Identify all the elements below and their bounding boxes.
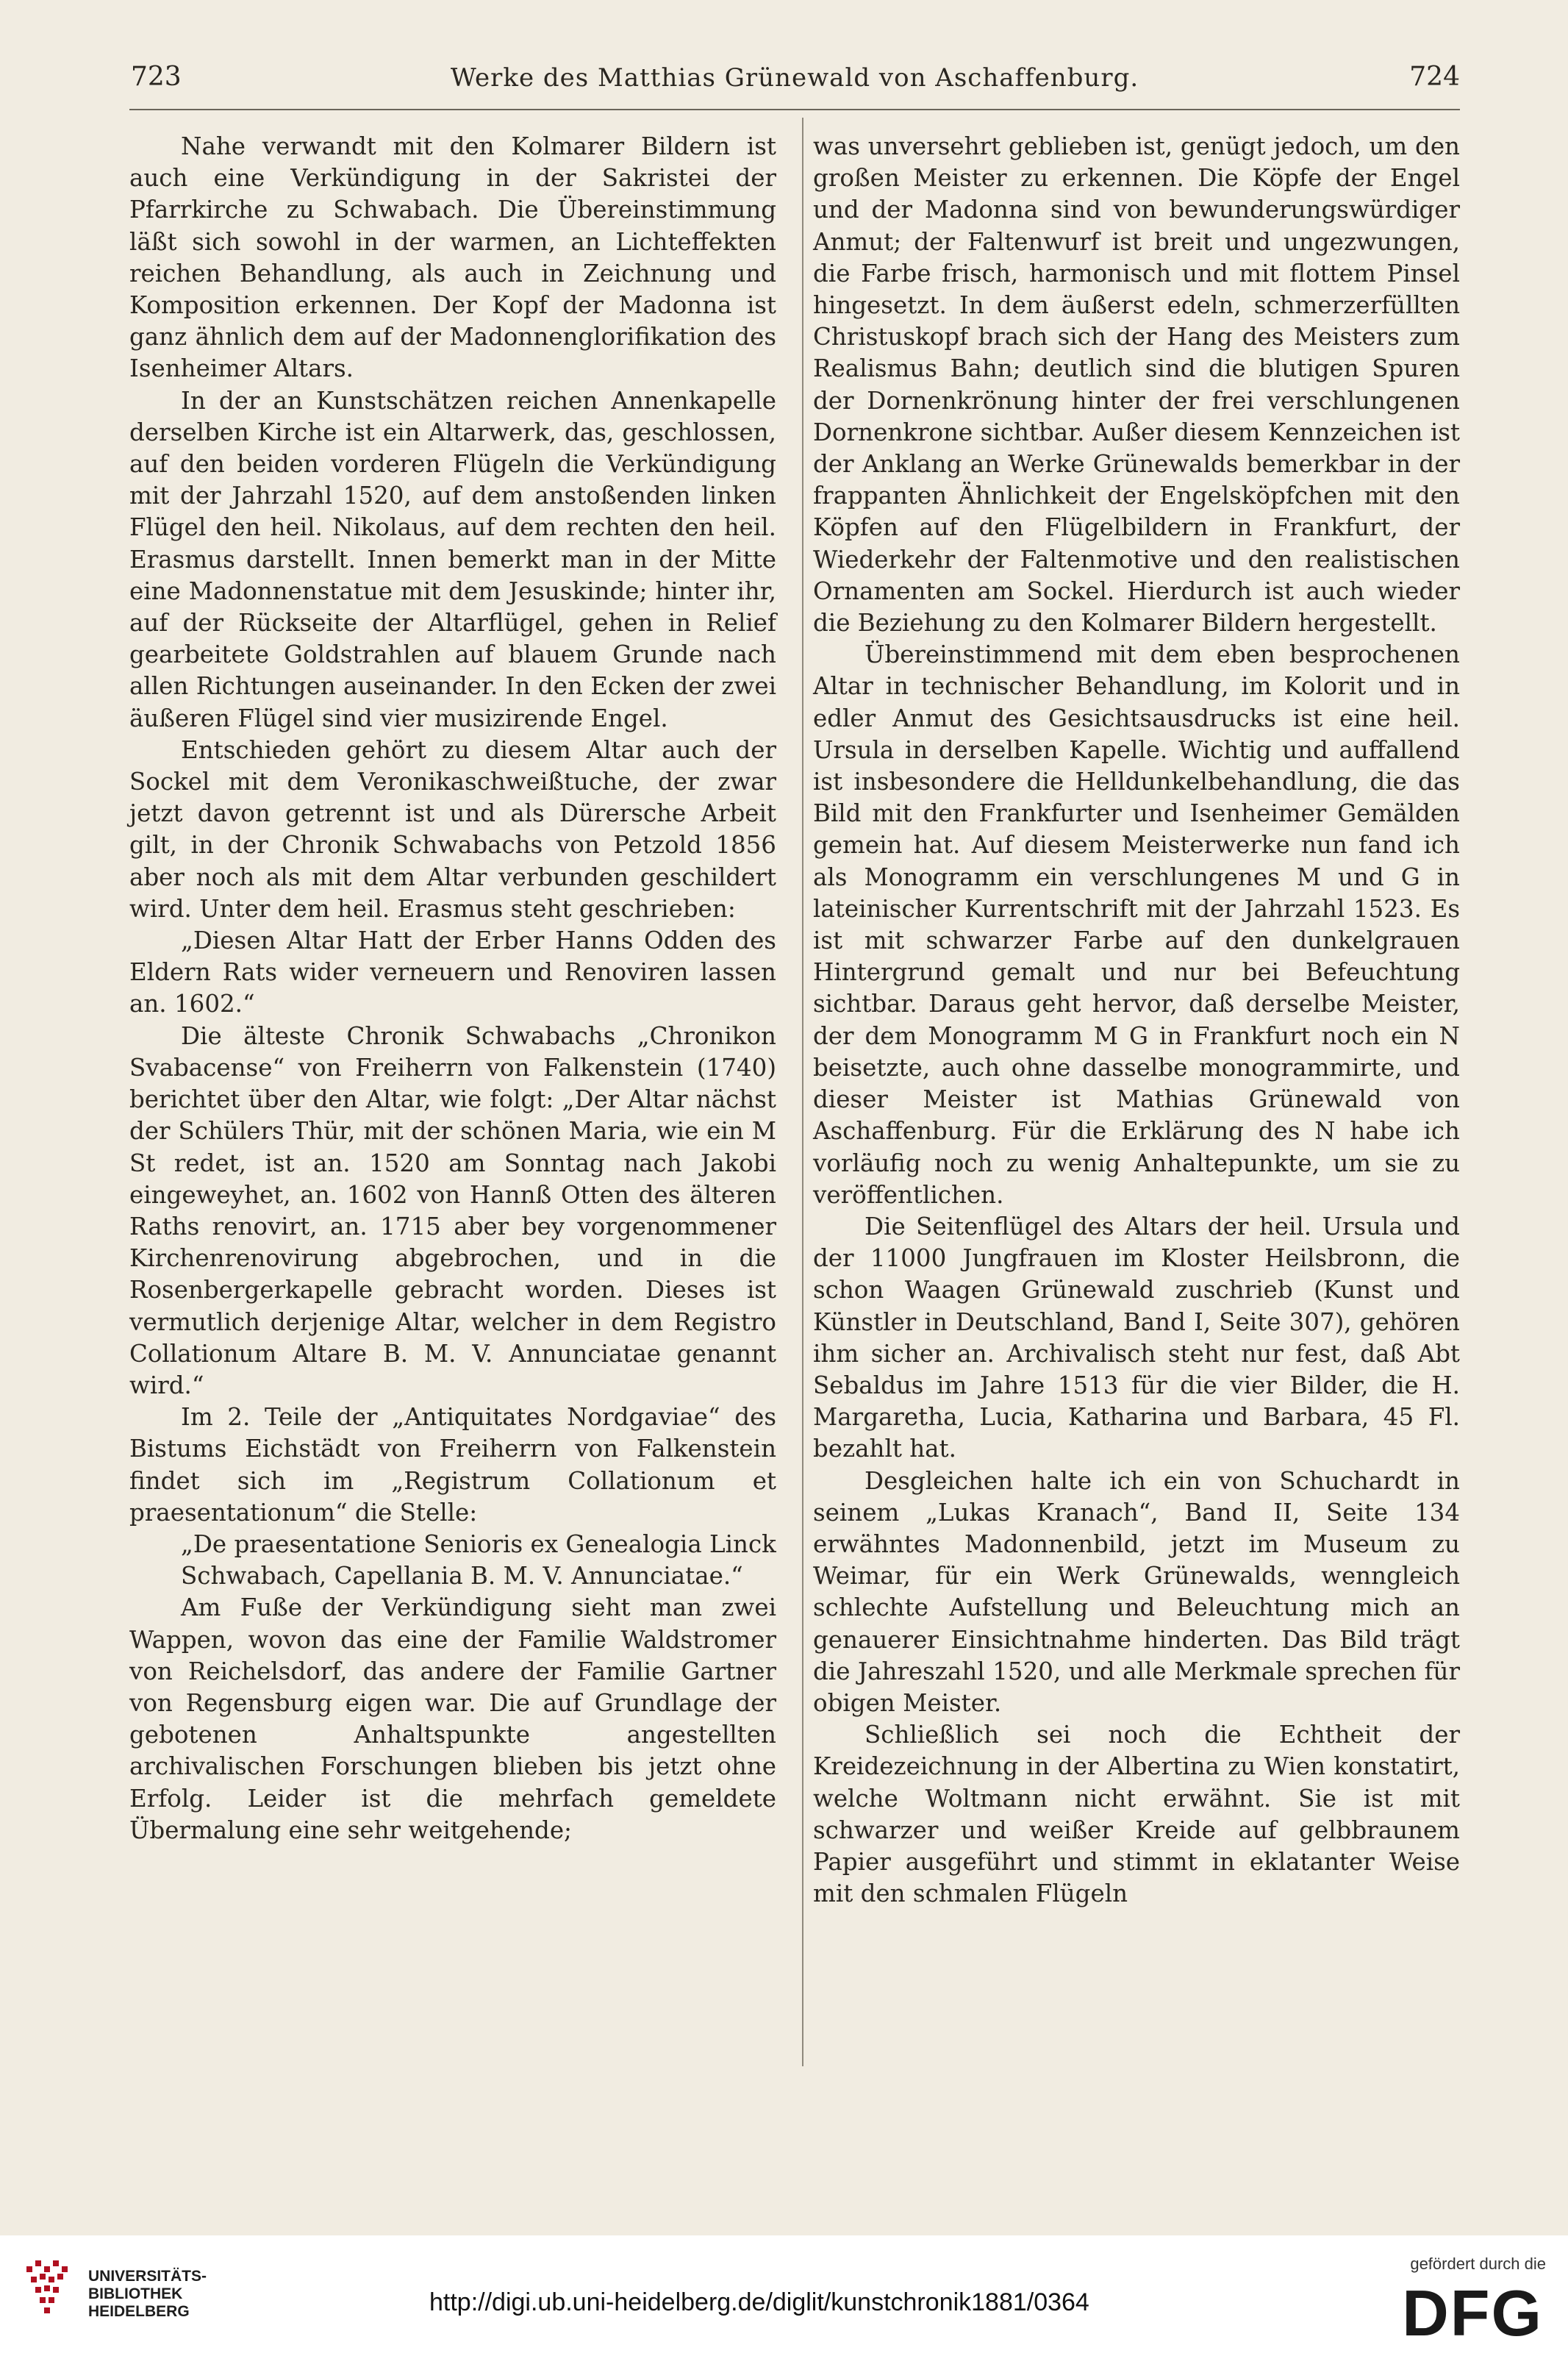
university-line-3: HEIDELBERG [88, 2303, 190, 2320]
paragraph: Im 2. Teile der „Antiquitates Nordgaviae“ des Bistums Eichstädt von Freiherrn von Falkenstein findet sich im „Registrum Collationum et praesentationum“ die Stelle: [129, 1403, 776, 1527]
paragraph: was unversehrt geblieben ist, genügt jedoch, um den großen Meister zu erkennen. Die Köpfe der Engel und der Madonna sind von bewunderungswürdiger Anmut; der Faltenwurf ist breit und ungezwungen, die Farbe frisch, harmonisch und mit flottem Pinsel hingesetzt. In dem äußerst edeln, schmerzerfüllten Christuskopf brach sich der Hang des Meisters zum Realismus Bahn; deutlich sind die blutigen Spuren der Dornenkrönung hinter der frei verschlungenen Dornenkrone sichtbar. Außer diesem Kennzeichen ist der Anklang an Werke Grünewalds bemerkbar in der frappanten Ähnlichkeit der Engelsköpfchen mit den Köpfen auf den Flügelbildern in Frankfurt, der Wiederkehr der Faltenmotive und den realistischen Ornamenten am Sockel. Hierdurch ist auch wieder die Beziehung zu den Kolmarer Bildern hergestellt. [813, 132, 1460, 638]
page-number-right: 724 [1409, 62, 1460, 92]
paragraph: Desgleichen halte ich ein von Schuchardt in seinem „Lukas Kranach“, Band II, Seite 134 erwähntes Madonnenbild, jetzt im Museum zu Weimar, für ein Werk Grünewalds, wenngleich schlechte Aufstellung und Beleuchtung mich an genauerer Einsichtnahme hinderten. Das Bild trägt die Jahreszahl 1520, und alle Merkmale sprechen für obigen Meister. [813, 1466, 1460, 1717]
paragraph: Nahe verwandt mit den Kolmarer Bildern ist auch eine Verkündigung in der Sakristei der Pfarrkirche zu Schwabach. Die Übereinstimmung läßt sich sowohl in der warmen, an Lichteffekten reichen Behandlung, als auch in Zeichnung und Komposition erkennen. Der Kopf der Madonna ist ganz ähnlich dem auf der Madonnenglorifikation des Isenheimer Altars. [129, 132, 776, 383]
university-seal-icon [16, 2253, 82, 2327]
running-header [129, 57, 1460, 110]
column-divider [802, 118, 803, 2066]
paragraph: Übereinstimmend mit dem eben besprochenen Altar in technischer Behandlung, im Kolorit und in edler Anmut des Gesichtsausdrucks ist eine heil. Ursula in derselben Kapelle. Wichtig und auffallend ist insbesondere die Helldunkelbehandlung, die das Bild mit den Frankfurter und Isenheimer Gemälden gemein hat. Auf diesem Meisterwerke nun fand ich als Monogramm ein verschlungenes M und G in lateinischer Kurrentschrift mit der Jahrzahl 1523. Es ist mit schwarzer Farbe auf den dunkelgrauen Hintergrund gemalt und nur bei Befeuchtung sichtbar. Daraus geht hervor, daß derselbe Meister, der dem Monogramm M G in Frankfurt noch ein N beisetzte, auch ohne dasselbe monogrammirte, und dieser Meister ist Mathias Grünewald von Aschaffenburg. Für die Erklärung des N habe ich vorläufig noch zu wenig Anhaltepunkte, um sie zu veröffentlichen. [813, 640, 1460, 1209]
dfg-logo: DFG [1402, 2277, 1543, 2349]
right-column [813, 131, 1460, 1910]
university-line-2: BIBLIOTHEK [88, 2285, 183, 2302]
paragraph: Schwabach, Capellania B. M. V. Annunciatae.“ [181, 1562, 743, 1591]
paragraph: Entschieden gehört zu diesem Altar auch der Sockel mit dem Veronikaschweißtuche, der zwar jetzt davon getrennt ist und als Dürersche Arbeit gilt, in der Chronik Schwabachs von Petzold 1856 aber noch als mit dem Altar verbunden geschildert wird. Unter dem heil. Erasmus steht geschrieben: [129, 735, 776, 923]
footer-bar [0, 2235, 1568, 2356]
university-line-1: UNIVERSITÄTS- [88, 2268, 207, 2285]
left-column [129, 131, 776, 1846]
paragraph: In der an Kunstschätzen reichen Annenkapelle derselben Kirche ist ein Altarwerk, das, geschlossen, auf den beiden vorderen Flügeln die Verkündigung mit der Jahrzahl 1520, auf dem anstoßenden linken Flügel den heil. Nikolaus, auf dem rechten den heil. Erasmus darstellt. Innen bemerkt man in der Mitte eine Madonnenstatue mit dem Jesuskinde; hinter ihr, auf der Rückseite der Altarflügel, gehen in Relief gearbeitete Goldstrahlen auf blauem Grunde nach allen Richtungen auseinander. In den Ecken der zwei äußeren Flügel sind vier musizirende Engel. [129, 386, 776, 732]
paragraph: „De praesentatione Senioris ex Genealogia Linck [181, 1529, 776, 1558]
university-name [88, 2268, 207, 2321]
permalink-url[interactable]: http://digi.ub.uni-heidelberg.de/diglit/kunstchronik1881/0364 [429, 2288, 1089, 2316]
paragraph: Schließlich sei noch die Echtheit der Kreidezeichnung in der Albertina zu Wien konstatirt, welche Woltmann nicht erwähnt. Sie ist mit schwarzer und weißer Kreide auf gelbbraunem Papier ausgeführt und stimmt in eklatanter Weise mit den schmalen Flügeln [813, 1721, 1460, 1908]
running-title: Werke des Matthias Grünewald von Aschaffenburg. [450, 63, 1139, 93]
funded-by-label: gefördert durch die [1410, 2255, 1546, 2273]
page-number-left: 723 [131, 62, 182, 92]
paragraph: „Diesen Altar Hatt der Erber Hanns Odden des Eldern Rats wider verneuern und Renoviren lassen an. 1602.“ [129, 927, 776, 1018]
paragraph: Die älteste Chronik Schwabachs „Chronikon Svabacense“ von Freiherrn von Falkenstein (1740) berichtet über den Altar, wie folgt: „Der Altar nächst der Schülers Thür, mit der schönen Maria, wie ein M St redet, ist an. 1520 am Sonntag nach Jakobi eingeweyhet, an. 1602 von Hannß Otten des älteren Raths renovirt, an. 1715 aber bey vorgenommener Kirchenrenovirung abgebrochen, und in die Rosenbergerkapelle gebracht worden. Dieses ist vermutlich derjenige Altar, welcher in dem Registro Collationum Altare B. M. V. Annunciatae genannt wird.“ [129, 1021, 776, 1399]
paragraph: Am Fuße der Verkündigung sieht man zwei Wappen, wovon das eine der Familie Waldstromer von Reichelsdorf, das andere der Familie Gartner von Regensburg eigen war. Die auf Grundlage der gebotenen Anhaltspunkte angestellten archivalischen Forschungen blieben bis jetzt ohne Erfolg. Leider ist die mehrfach gemeldete Übermalung eine sehr weitgehende; [129, 1593, 776, 1844]
paragraph: Die Seitenflügel des Altars der heil. Ursula und der 11000 Jungfrauen im Kloster Heilsbronn, die schon Waagen Grünewald zuschrieb (Kunst und Künstler in Deutschland, Band I, Seite 307), gehören ihm sicher an. Archivalisch steht nur fest, daß Abt Sebaldus im Jahre 1513 für die vier Bilder, die H. Margaretha, Lucia, Katharina und Barbara, 45 Fl. bezahlt hat. [813, 1212, 1460, 1463]
